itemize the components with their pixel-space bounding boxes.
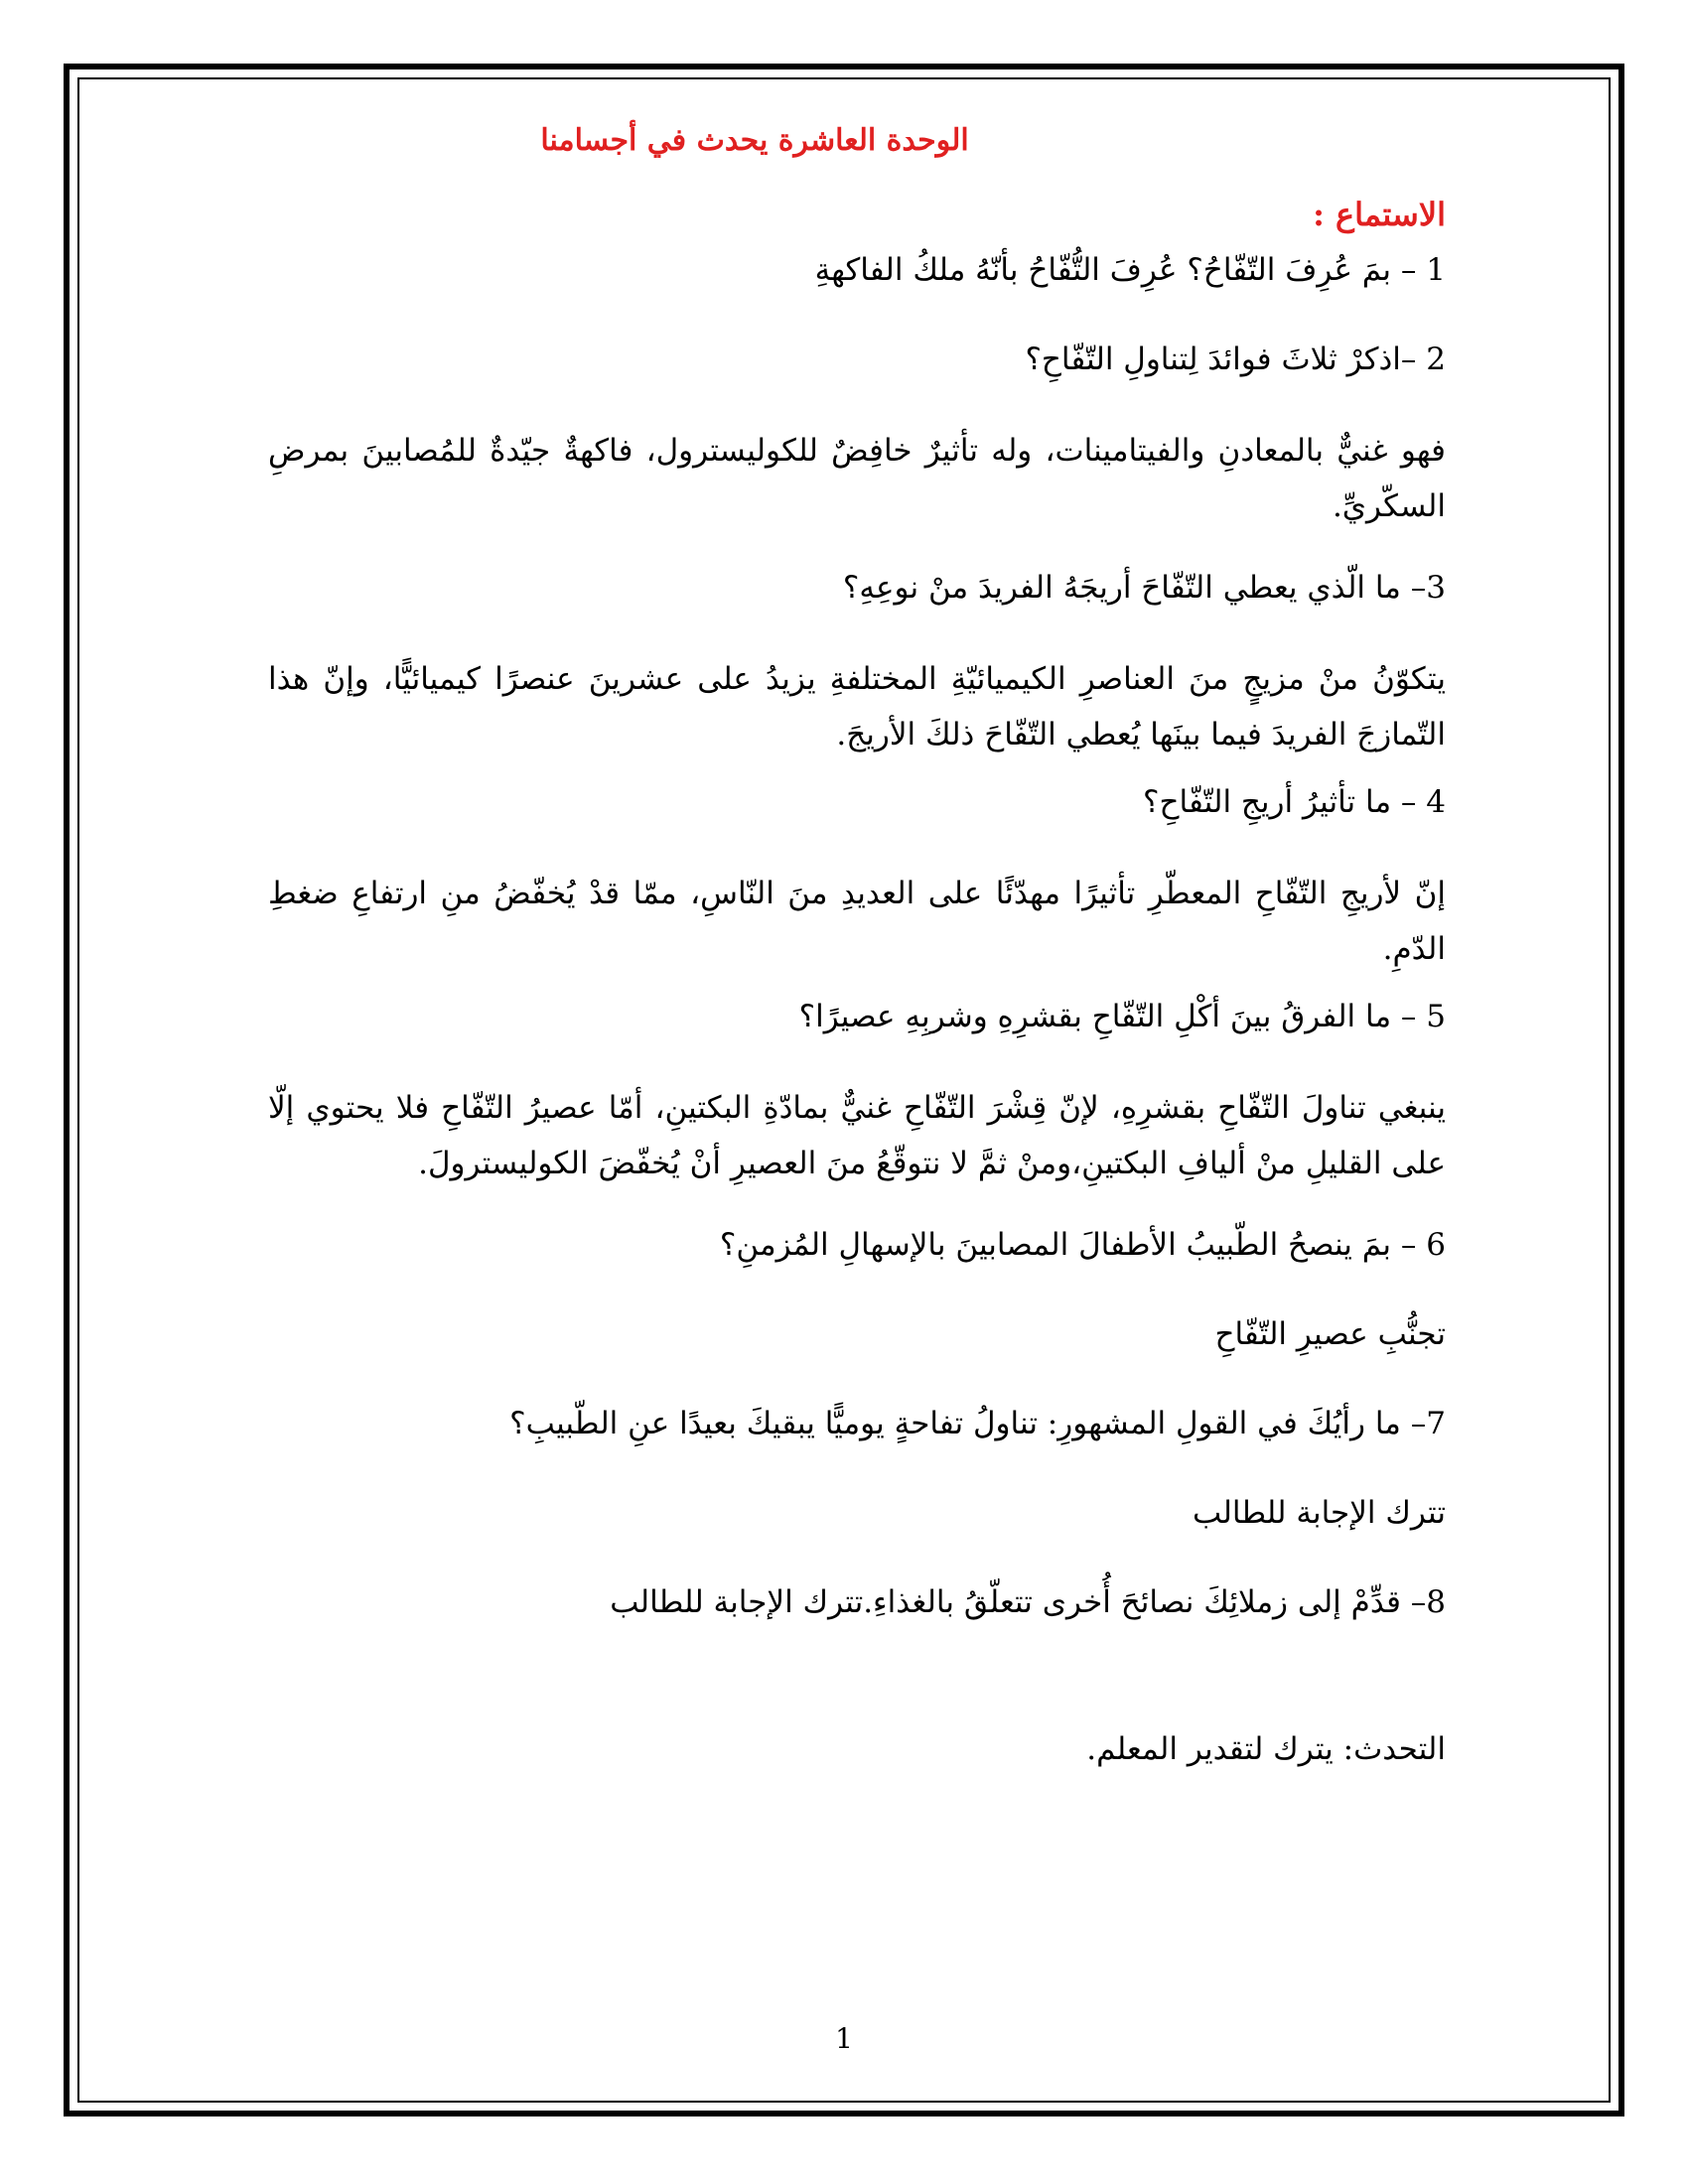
- question-7: 7– ما رأيُكَ في القولِ المشهورِ: تناولُ تفاحةٍ يوميًّا يبقيكَ بعيدًا عنِ الطّبيبِ؟: [509, 1406, 1446, 1441]
- unit-title: الوحدة العاشرة يحدث في أجسامنا: [540, 123, 969, 158]
- answer-2: فهو غنيٌّ بالمعادنِ والفيتامينات، وله تأثيرٌ خافِضٌ للكوليسترول، فاكهةٌ جيّدةٌ للمُصابينَ بمرضِ السكّريِّ.: [268, 433, 1446, 524]
- page-number: 1: [835, 2022, 853, 2055]
- answer-3: يتكوّنُ منْ مزيجٍ منَ العناصرِ الكيميائيّةِ المختلفةِ يزيدُ على عشرينَ عنصرًا كيميائيًّا، وإنّ هذا التّمازجَ الفريدَ فيما بينَها يُعطي التّفّاحَ ذلكَ الأريجَ.: [268, 661, 1446, 752]
- answer-5: ينبغي تناولَ التّفّاحِ بقشرِهِ، لإنّ قِشْرَ التّفّاحِ غنيٌّ بمادّةِ البكتينِ، أمّا عصيرُ التّفّاحِ فلا يحتوي إلّا على القليلِ منْ أليافِ البكتينِ،ومنْ ثمَّ لا نتوقّعُ منَ العصيرِ أنْ يُخفّضَ الكوليسترولَ.: [268, 1090, 1446, 1181]
- answer-7: تترك الإجابة للطالب: [1193, 1495, 1446, 1531]
- answer-4: إنّ لأريجِ التّفّاحِ المعطّرِ تأثيرًا مهدّئًا على العديدِ منَ النّاسِ، ممّا قدْ يُخفّضُ منِ ارتفاعِ ضغطِ الدّمِ.: [268, 876, 1446, 967]
- question-2: 2 –اذكرْ ثلاثَ فوائدَ لِتناولِ التّفّاحِ؟: [1025, 341, 1446, 377]
- question-3: 3– ما الّذي يعطي التّفّاحَ أريجَهُ الفريدَ منْ نوعِهِ؟: [842, 570, 1446, 606]
- question-6: 6 – بمَ ينصحُ الطّبيبُ الأطفالَ المصابينَ بالإسهالِ المُزمنِ؟: [719, 1227, 1446, 1263]
- document-body: [268, 117, 1446, 1806]
- answer-6: تجنُّبِ عصيرِ التّفّاحِ: [1214, 1316, 1446, 1352]
- question-8: 8– قدِّمْ إلى زملائِكَ نصائحَ أُخرى تتعلّقُ بالغذاءِ.تترك الإجابة للطالب: [610, 1584, 1446, 1620]
- question-1: 1 – بمَ عُرِفَ التّفّاحُ؟ عُرِفَ التُّفّاحُ بأنّهُ ملكُ الفاكهةِ: [814, 252, 1446, 288]
- section-heading-listening: الاستماع :: [1313, 196, 1446, 233]
- speaking-note: التحدث: يترك لتقدير المعلم.: [1086, 1731, 1446, 1767]
- question-5: 5 – ما الفرقُ بينَ أكْلِ التّفّاحِ بقشرِهِ وشربِهِ عصيرًا؟: [798, 999, 1446, 1034]
- question-4: 4 – ما تأثيرُ أريجِ التّفّاحِ؟: [1143, 784, 1446, 820]
